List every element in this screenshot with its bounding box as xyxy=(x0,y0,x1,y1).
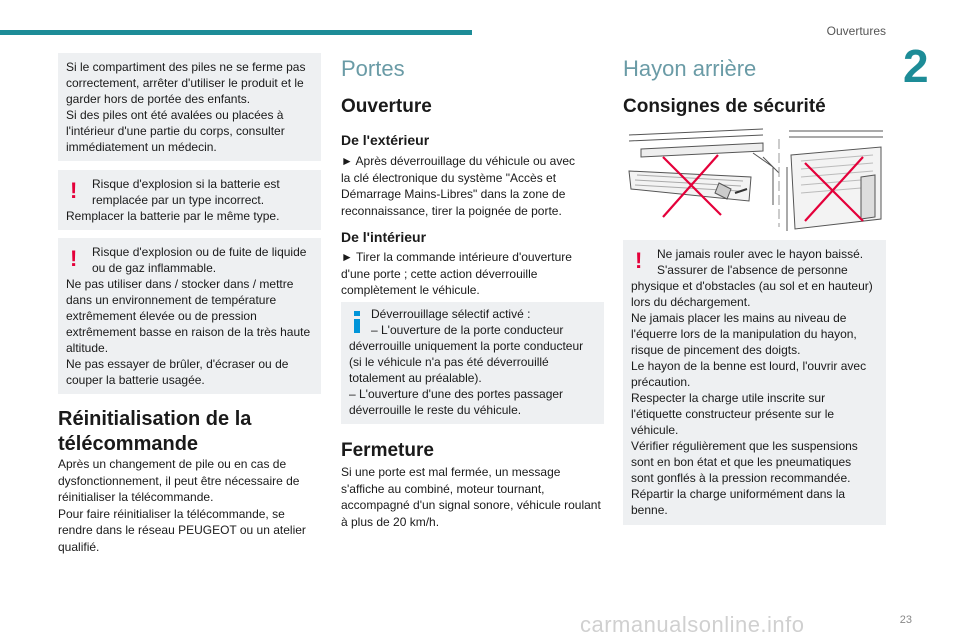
info-line: déverrouille le reste du véhicule. xyxy=(349,403,522,417)
paragraph-line: réinitialiser la télécommande. xyxy=(58,490,214,504)
chapter-number: 2 xyxy=(903,40,929,92)
warning-line: lors du déchargement. xyxy=(631,295,751,309)
warning-line: précaution. xyxy=(631,375,691,389)
info-icon-bar xyxy=(354,319,360,333)
warning-icon: ! xyxy=(70,246,78,271)
paragraph-line: dysfonctionnement, il peut être nécessaire de xyxy=(58,473,300,488)
warning-line: extrêmement élevée ou de pression xyxy=(66,309,257,323)
explosion-warning-box xyxy=(58,170,321,230)
interior-subheading: De l'intérieur xyxy=(341,229,427,245)
warning-line: Ne pas utiliser dans / stocker dans / mettre xyxy=(66,277,294,291)
paragraph-line: Pour faire réinitialiser la télécommande, se xyxy=(58,506,285,521)
paragraph-line: Démarrage Mains-Libres" dans la zone de xyxy=(341,187,566,201)
section-title: Ouvertures xyxy=(826,24,886,38)
warning-line: Répartir la charge uniformément dans la xyxy=(631,487,846,501)
note-line: l'intérieur d'une partie du corps, consulter xyxy=(66,124,285,138)
note-line: correctement, arrêter d'utiliser le produit et le xyxy=(66,76,304,90)
ouverture-heading: Ouverture xyxy=(341,96,432,117)
paragraph-line: d'une porte ; cette action déverrouille xyxy=(341,266,538,281)
warning-line: l'étiquette constructeur présente sur le xyxy=(631,407,835,421)
info-icon xyxy=(354,311,360,333)
warning-line: Ne jamais placer les mains au niveau de xyxy=(631,311,847,325)
tailgate-rear-drawing xyxy=(787,131,883,231)
warning-icon: ! xyxy=(70,178,78,203)
warning-line: couper la batterie usagée. xyxy=(66,373,205,387)
selective-unlock-info-box xyxy=(341,302,604,424)
note-line: immédiatement un médecin. xyxy=(66,140,217,154)
battery-note-box xyxy=(58,53,321,161)
warning-line: sont en bon état et que les pneumatiques xyxy=(631,455,852,469)
tailgate-drawings xyxy=(623,127,885,232)
tailgate-warning-box xyxy=(623,240,886,525)
warning-line: Ne jamais rouler avec le hayon baissé. xyxy=(657,247,864,261)
paragraph-line: reconnaissance, tirer la poignée de porte. xyxy=(341,203,562,218)
paragraph-line: accompagné d'un signal sonore, véhicule roulant xyxy=(341,498,601,512)
paragraph-line: Après un changement de pile ou en cas de xyxy=(58,457,287,471)
info-line: – L'ouverture d'une des portes passager xyxy=(349,387,564,401)
warning-line: extrêmement basse en raison de la très haute xyxy=(66,325,311,339)
warning-line: Le hayon de la benne est lourd, l'ouvrir avec xyxy=(631,359,867,373)
warning-line: benne. xyxy=(631,503,668,517)
warning-line: Vérifier régulièrement que les suspensions xyxy=(631,439,858,453)
paragraph-line: à plus de 20 km/h. xyxy=(341,514,440,529)
reinit-heading-line: télécommande xyxy=(58,433,199,455)
note-line: garder hors de portée des enfants. xyxy=(66,92,251,106)
tailgate-lowered-drawing xyxy=(629,129,779,205)
info-line: déverrouille uniquement la porte conducteur xyxy=(349,339,584,353)
warning-line: véhicule. xyxy=(631,423,679,437)
fermeture-heading: Fermeture xyxy=(341,440,434,461)
paragraph-line: ► Tirer la commande intérieure d'ouverture xyxy=(341,250,572,264)
info-line: totalement au préalable). xyxy=(349,371,482,385)
info-line: (si le véhicule n'a pas été déverrouillé xyxy=(349,355,549,369)
warning-line: Respecter la charge utile inscrite sur xyxy=(631,391,826,405)
consignes-heading: Consignes de sécurité xyxy=(623,96,826,117)
warning-line: Remplacer la batterie par le même type. xyxy=(66,209,280,223)
paragraph-line: la clé électronique du système "Accès et xyxy=(341,170,557,185)
note-line: Si le compartiment des piles ne se ferme pas xyxy=(66,60,306,74)
info-icon-dot xyxy=(354,311,360,316)
warning-line: Risque d'explosion ou de fuite de liquide xyxy=(92,245,307,259)
paragraph-line: s'affiche au combiné, moteur tournant, xyxy=(341,481,545,496)
reinit-heading-line: Réinitialisation de la xyxy=(58,408,252,430)
tailgate-illustrations xyxy=(623,127,885,232)
paragraph-line: Si une porte est mal fermée, un message xyxy=(341,465,561,479)
warning-line: Risque d'explosion si la batterie est xyxy=(92,177,280,191)
warning-line: S'assurer de l'absence de personne xyxy=(657,263,848,277)
warning-line: sont gonflés à la pression recommandée. xyxy=(631,471,851,485)
paragraph-line: ► Après déverrouillage du véhicule ou avec xyxy=(341,154,576,168)
info-line: Déverrouillage sélectif activé : xyxy=(371,307,531,321)
leak-warning-box xyxy=(58,238,321,394)
warning-line: remplacée par un type incorrect. xyxy=(92,193,265,207)
warning-line: physique et d'obstacles (au sol et en hauteur) xyxy=(631,279,873,293)
header-accent-bar xyxy=(0,30,472,35)
warning-line: ou de gaz inflammable. xyxy=(92,261,217,275)
warning-line: Ne pas essayer de brûler, d'écraser ou de xyxy=(66,357,289,371)
paragraph-line: complètement le véhicule. xyxy=(341,283,480,297)
info-line: – L'ouverture de la porte conducteur xyxy=(371,323,564,337)
paragraph-line: rendre dans le réseau PEUGEOT ou un atelier xyxy=(58,523,306,537)
hayon-title: Hayon arrière xyxy=(623,56,757,81)
page-number: 23 xyxy=(899,614,912,626)
exterior-subheading: De l'extérieur xyxy=(341,132,430,148)
warning-line: l'équerre lors de la manipulation du hayon, xyxy=(631,327,857,341)
portes-title: Portes xyxy=(341,56,405,81)
interior-paragraph xyxy=(341,249,603,299)
exterior-paragraph xyxy=(341,153,603,219)
reinit-paragraph xyxy=(58,456,326,555)
note-line: Si des piles ont été avalées ou placées à xyxy=(66,108,284,122)
warning-line: risque de pincement des doigts. xyxy=(631,343,801,357)
warning-icon: ! xyxy=(635,248,643,273)
paragraph-line: qualifié. xyxy=(58,539,100,554)
fermeture-paragraph xyxy=(341,464,609,530)
warning-line: altitude. xyxy=(66,341,109,355)
warning-line: dans un environnement de température xyxy=(66,293,277,307)
watermark: carmanualsonline.info xyxy=(580,612,805,637)
reinit-heading xyxy=(58,407,251,457)
